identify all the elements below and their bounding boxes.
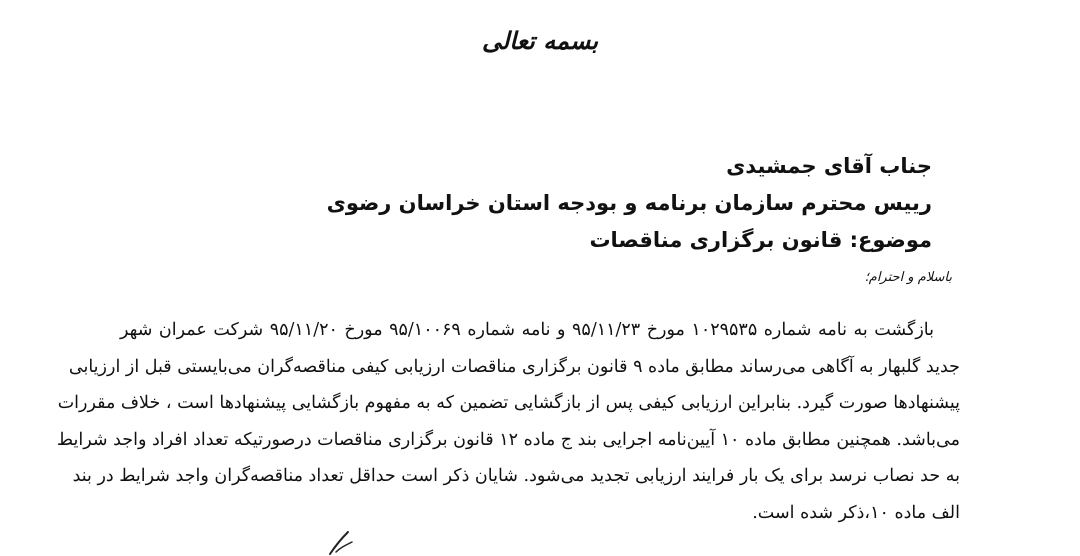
invocation-heading: بسمه تعالی xyxy=(481,26,599,55)
recipient-name: جناب آقای جمشیدی xyxy=(726,154,932,178)
letter-body xyxy=(56,312,960,531)
salutation: باسلام و احترام؛ xyxy=(864,270,952,285)
body-line: به حد نصاب نرسد برای یک بار فرایند ارزیابی تجدید می‌شود. شایان ذکر است حداقل تعداد مناقصه‌گران واجد شرایط در بند xyxy=(72,466,960,486)
body-line: الف ماده ۱۰،ذکر شده است. xyxy=(752,502,960,523)
letter-subject: موضوع: قانون برگزاری مناقصات xyxy=(589,228,932,252)
recipient-title: رییس محترم سازمان برنامه و بودجه استان خراسان رضوی xyxy=(326,191,932,215)
body-line: می‌باشد. همچنین مطابق ماده ۱۰ آیین‌نامه اجرایی بند ج ماده ۱۲ قانون برگزاری مناقصات درصورتیکه تعداد افراد واجد شرایط xyxy=(56,429,960,450)
signature-stroke xyxy=(326,530,356,556)
body-line: پیشنهادها صورت گیرد. بنابراین ارزیابی کیفی پس از بازگشایی تضمین که به مفهوم بازگشایی پیشنهادها است ، خلاف مقررات xyxy=(57,393,960,413)
body-line: بازگشت به نامه شماره ۱۰۲۹۵۳۵ مورخ ۹۵/۱۱/۲۳ و نامه شماره ۹۵/۱۰۰۶۹ مورخ ۹۵/۱۱/۲۰ شرکت عمران شهر xyxy=(120,320,934,340)
body-line: جدید گلبهار به آگاهی می‌رساند مطابق ماده ۹ قانون برگزاری مناقصات ارزیابی کیفی مناقصه‌گران می‌بایستی قبل از ارزیابی xyxy=(68,356,960,377)
letter-header xyxy=(232,148,932,259)
